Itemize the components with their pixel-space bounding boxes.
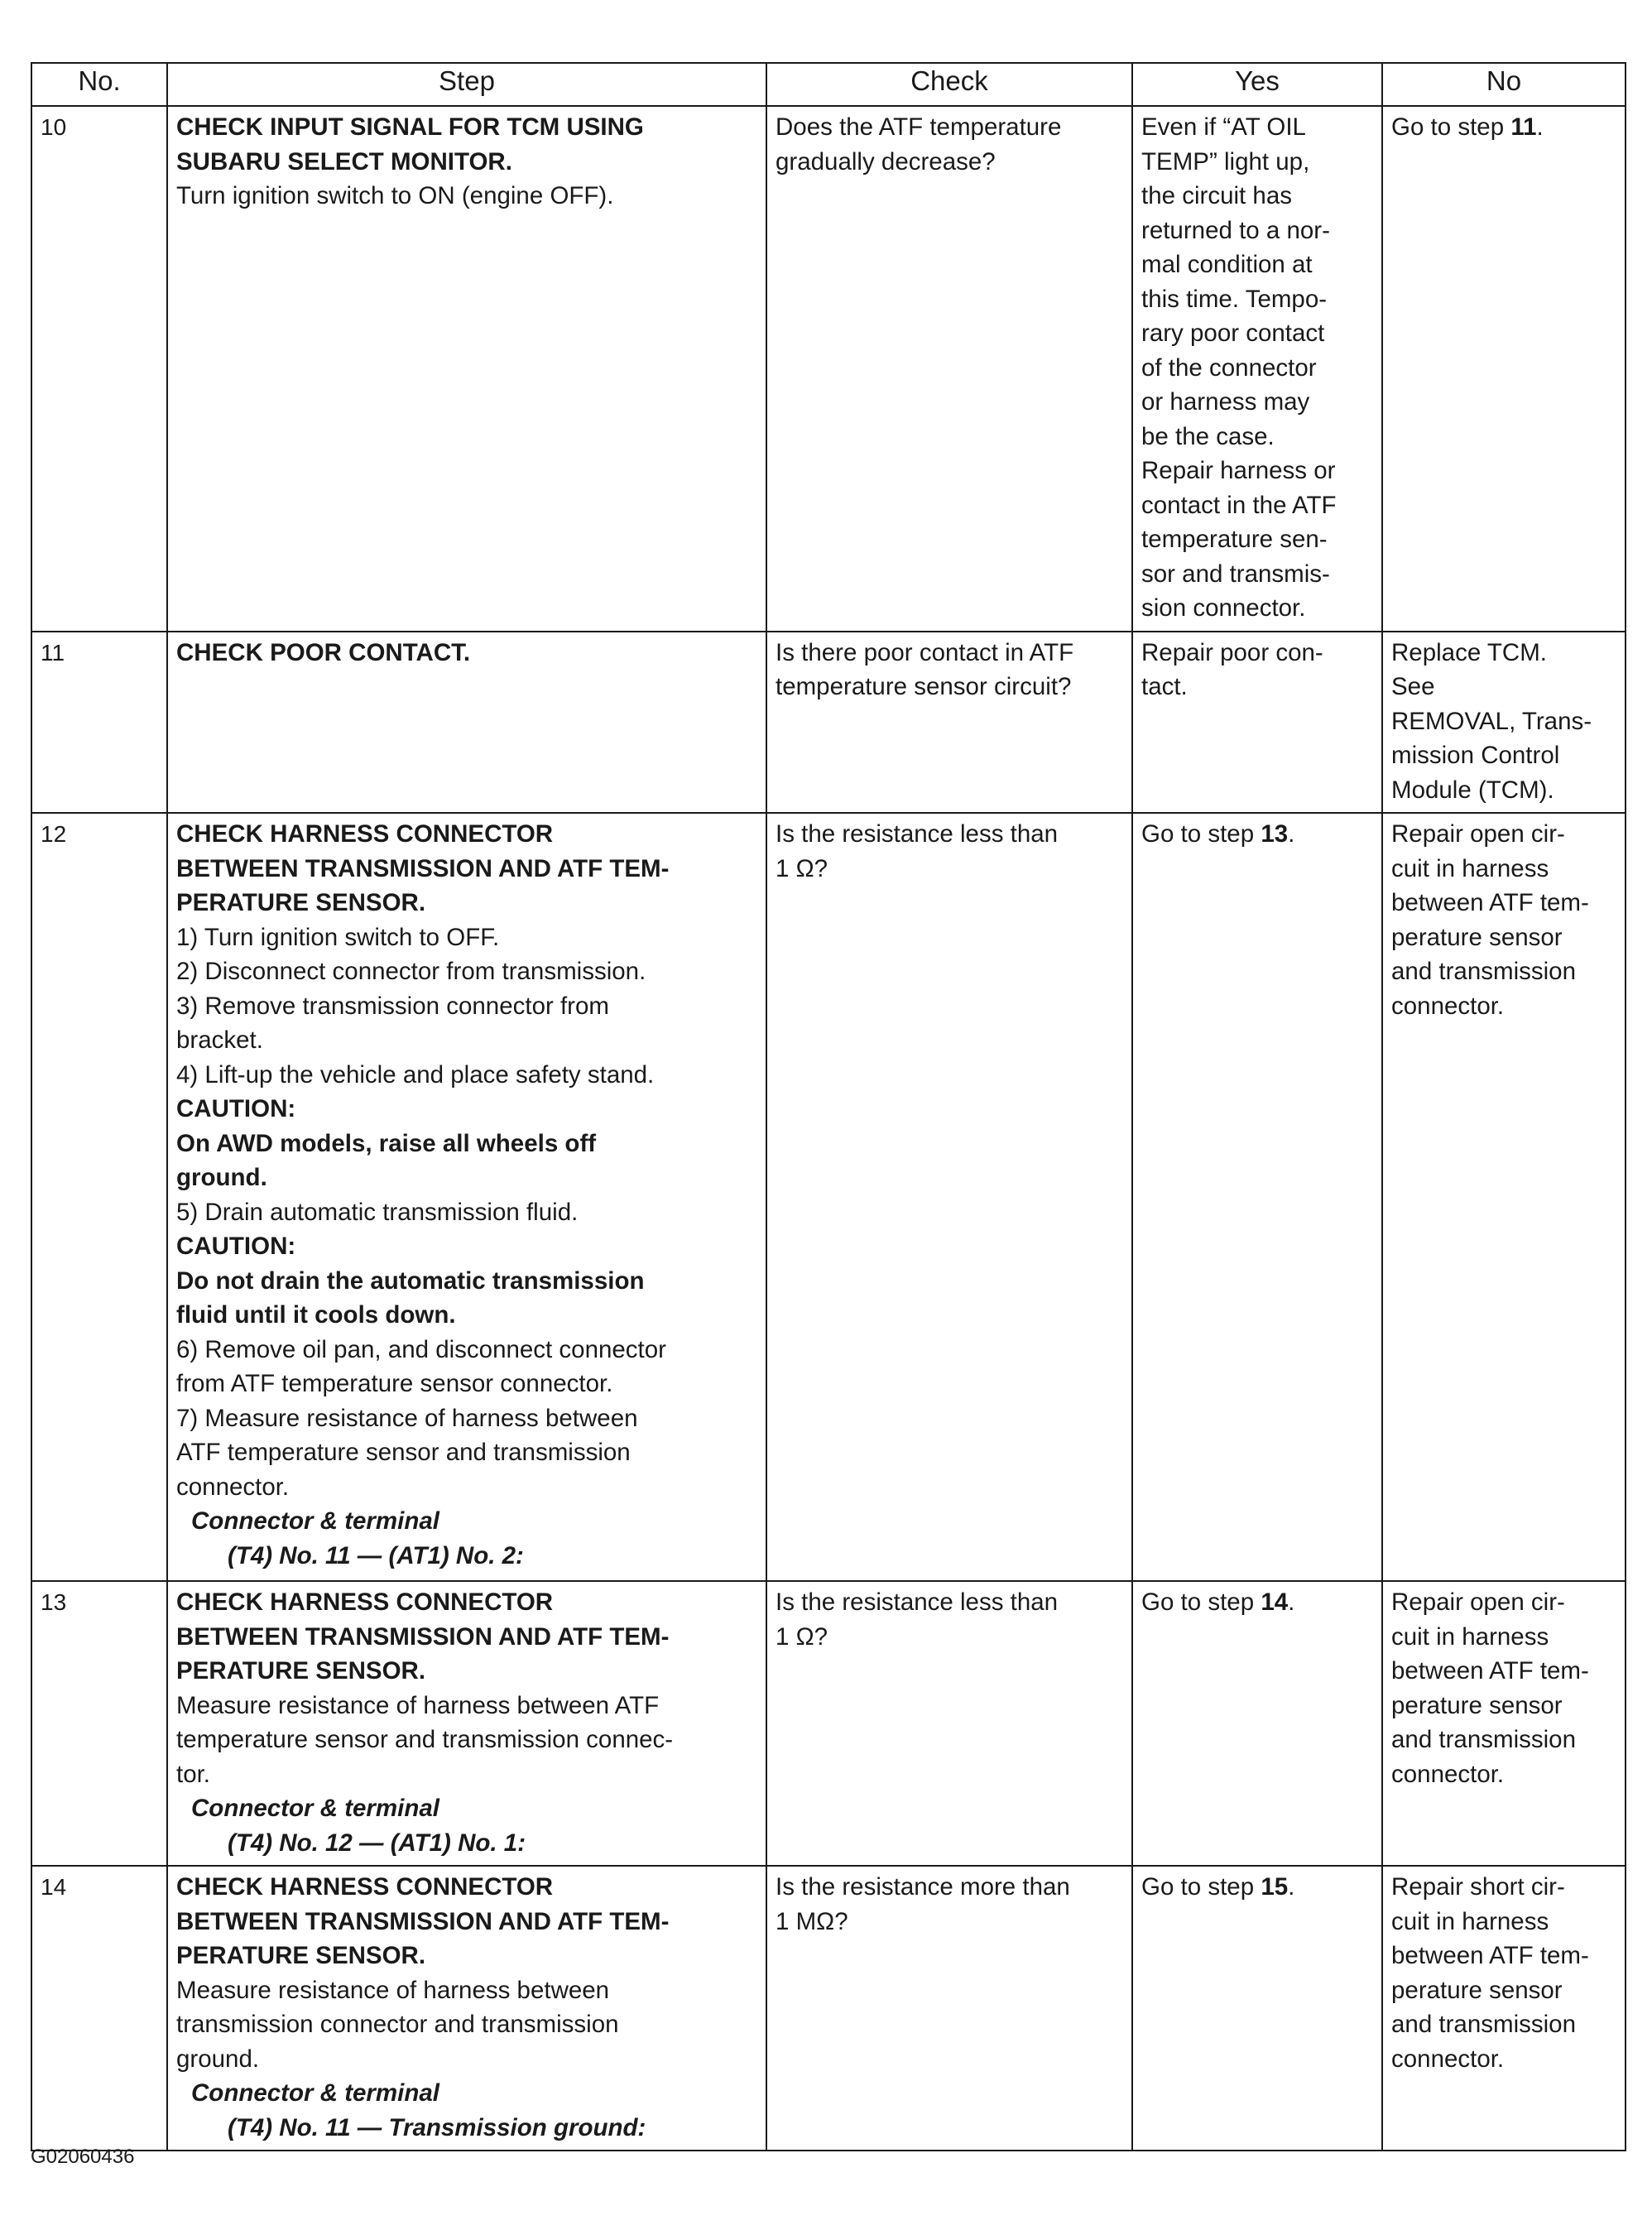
step-text: bracket.: [176, 1026, 263, 1054]
no-text: Module (TCM).: [1391, 776, 1554, 804]
step-text: transmission connector and transmission: [176, 2011, 619, 2038]
step-reference: 11: [1510, 113, 1537, 141]
no-text: perature sensor: [1391, 1691, 1563, 1719]
no-cell: [1382, 1581, 1626, 1866]
no-text: connector.: [1391, 992, 1505, 1020]
step-number: 10: [31, 106, 167, 632]
no-text: perature sensor: [1391, 923, 1563, 951]
step-text: 2) Disconnect connector from transmission.: [176, 958, 646, 985]
table-row: [31, 106, 1626, 632]
check-text: 1 MΩ?: [776, 1907, 848, 1935]
no-cell: [1382, 632, 1626, 814]
yes-text: sor and transmis-: [1141, 560, 1330, 588]
caution-text: ground.: [176, 1164, 267, 1191]
step-heading: BETWEEN TRANSMISSION AND ATF TEM-: [176, 854, 670, 882]
step-text: 7) Measure resistance of harness between: [176, 1404, 638, 1432]
no-text: between ATF tem-: [1391, 889, 1589, 916]
step-heading: SUBARU SELECT MONITOR.: [176, 147, 512, 175]
check-text: 1 Ω?: [776, 1622, 828, 1651]
step-reference: 15: [1261, 1873, 1289, 1901]
yes-text: .: [1288, 820, 1295, 848]
yes-text: Even if “AT OIL: [1141, 113, 1306, 141]
step-text: ATF temperature sensor and transmission: [176, 1439, 631, 1466]
yes-text: of the connector: [1141, 353, 1317, 382]
yes-text: sion connector.: [1141, 594, 1306, 622]
yes-text: Repair harness or: [1141, 457, 1336, 484]
yes-cell: [1132, 1581, 1382, 1866]
connector-terminal-value: (T4) No. 11 — Transmission ground:: [228, 2113, 646, 2141]
yes-text: Go to step: [1141, 1588, 1261, 1616]
step-cell: [167, 813, 766, 1581]
no-text: See: [1391, 673, 1435, 700]
procedure-table: [31, 62, 1626, 2151]
col-header-no: No.: [31, 63, 167, 106]
yes-text: temperature sen-: [1141, 526, 1328, 553]
no-text: cuit in harness: [1391, 1622, 1549, 1651]
step-text: temperature sensor and transmission connec-: [176, 1726, 674, 1753]
step-text: tor.: [176, 1760, 210, 1788]
check-text: Is there poor contact in ATF: [776, 638, 1074, 666]
yes-text: returned to a nor-: [1141, 216, 1330, 244]
no-cell: [1382, 813, 1626, 1581]
step-heading: CHECK HARNESS CONNECTOR: [176, 1873, 554, 1901]
check-text: Is the resistance more than: [776, 1873, 1070, 1901]
no-text: connector.: [1391, 2045, 1505, 2073]
step-number: 12: [31, 813, 167, 1581]
no-text: between ATF tem-: [1391, 1942, 1589, 1969]
connector-label: Connector & terminal: [191, 1795, 439, 1822]
step-text: 4) Lift-up the vehicle and place safety stand.: [176, 1060, 655, 1089]
check-text: temperature sensor circuit?: [776, 673, 1072, 700]
table-row: [31, 1866, 1626, 2151]
check-text: 1 Ω?: [776, 854, 828, 882]
table-row: [31, 813, 1626, 1581]
step-text: Measure resistance of harness between: [176, 1976, 610, 2004]
step-heading: CHECK INPUT SIGNAL FOR TCM USING: [176, 113, 644, 141]
check-text: Is the resistance less than: [776, 1588, 1059, 1616]
yes-cell: [1132, 1866, 1382, 2151]
no-text: Repair open cir-: [1391, 820, 1565, 848]
step-heading: CHECK HARNESS CONNECTOR: [176, 820, 554, 848]
yes-text: tact.: [1141, 673, 1188, 700]
step-cell: [167, 1581, 766, 1866]
step-number: 14: [31, 1866, 167, 2151]
step-heading: BETWEEN TRANSMISSION AND ATF TEM-: [176, 1622, 670, 1651]
no-text: and transmission: [1391, 1726, 1576, 1753]
table-row: [31, 1581, 1626, 1866]
step-number: 11: [31, 632, 167, 814]
step-heading: CHECK POOR CONTACT.: [176, 638, 471, 666]
check-text: gradually decrease?: [776, 147, 996, 175]
step-heading: PERATURE SENSOR.: [176, 1942, 426, 1969]
step-cell: [167, 106, 766, 632]
yes-text: rary poor contact: [1141, 320, 1325, 347]
step-text: 1) Turn ignition switch to OFF.: [176, 923, 500, 951]
no-text: Repair open cir-: [1391, 1588, 1565, 1616]
step-heading: CHECK HARNESS CONNECTOR: [176, 1588, 554, 1616]
no-text: Go to step: [1391, 113, 1511, 141]
header-row: [31, 63, 1626, 106]
yes-text: this time. Tempo-: [1141, 285, 1328, 313]
yes-text: or harness may: [1141, 388, 1310, 416]
step-cell: [167, 1866, 766, 2151]
col-header-no-result: No: [1382, 63, 1626, 106]
no-text: and transmission: [1391, 2011, 1576, 2038]
no-text: .: [1536, 113, 1544, 141]
step-text: 6) Remove oil pan, and disconnect connector: [176, 1335, 666, 1363]
yes-text: contact in the ATF: [1141, 491, 1337, 519]
col-header-check: Check: [766, 63, 1132, 106]
step-reference: 14: [1261, 1588, 1289, 1616]
yes-text: be the case.: [1141, 422, 1275, 450]
connector-label: Connector & terminal: [191, 1507, 439, 1535]
no-text: REMOVAL, Trans-: [1391, 707, 1592, 735]
caution-text: fluid until it cools down.: [176, 1301, 456, 1329]
yes-text: Go to step: [1141, 820, 1261, 848]
col-header-yes: Yes: [1132, 63, 1382, 106]
no-text: cuit in harness: [1391, 854, 1549, 882]
yes-cell: [1132, 632, 1382, 814]
yes-text: .: [1288, 1588, 1295, 1616]
step-reference: 13: [1261, 820, 1289, 848]
no-cell: [1382, 1866, 1626, 2151]
step-heading: PERATURE SENSOR.: [176, 889, 426, 916]
no-text: Replace TCM.: [1391, 638, 1547, 666]
step-cell: [167, 632, 766, 814]
caution-label: CAUTION:: [176, 1233, 296, 1260]
step-text: 5) Drain automatic transmission fluid.: [176, 1198, 579, 1226]
connector-label: Connector & terminal: [191, 2079, 439, 2107]
yes-text: mal condition at: [1141, 251, 1313, 278]
step-text: Measure resistance of harness between ATF: [176, 1691, 660, 1719]
check-text: Does the ATF temperature: [776, 113, 1062, 141]
no-text: Repair short cir-: [1391, 1873, 1565, 1901]
step-number: 13: [31, 1581, 167, 1866]
step-text: connector.: [176, 1473, 290, 1501]
connector-terminal-value: (T4) No. 11 — (AT1) No. 2:: [228, 1541, 524, 1569]
no-text: cuit in harness: [1391, 1907, 1549, 1935]
no-text: connector.: [1391, 1760, 1505, 1788]
check-cell: [766, 632, 1132, 814]
connector-terminal-value: (T4) No. 12 — (AT1) No. 1:: [228, 1829, 526, 1857]
diagnostic-procedure-table: [31, 62, 1625, 2151]
caution-label: CAUTION:: [176, 1095, 296, 1122]
yes-text: Repair poor con-: [1141, 638, 1323, 666]
step-heading: PERATURE SENSOR.: [176, 1657, 426, 1685]
check-cell: [766, 1866, 1132, 2151]
caution-text: Do not drain the automatic transmission: [176, 1266, 645, 1295]
col-header-step: Step: [167, 63, 766, 106]
no-text: perature sensor: [1391, 1976, 1563, 2004]
check-text: Is the resistance less than: [776, 820, 1059, 848]
step-text: from ATF temperature sensor connector.: [176, 1370, 613, 1397]
step-text: Turn ignition switch to ON (engine OFF).: [176, 182, 614, 209]
yes-cell: [1132, 813, 1382, 1581]
caution-text: On AWD models, raise all wheels off: [176, 1129, 597, 1157]
yes-text: .: [1288, 1873, 1295, 1901]
no-text: and transmission: [1391, 958, 1576, 985]
no-text: mission Control: [1391, 742, 1560, 769]
step-heading: BETWEEN TRANSMISSION AND ATF TEM-: [176, 1907, 670, 1935]
step-text: 3) Remove transmission connector from: [176, 992, 609, 1020]
yes-cell: [1132, 106, 1382, 632]
step-text: ground.: [176, 2045, 260, 2073]
no-cell: [1382, 106, 1626, 632]
check-cell: [766, 106, 1132, 632]
yes-text: Go to step: [1141, 1873, 1261, 1901]
table-row: [31, 632, 1626, 814]
check-cell: [766, 813, 1132, 1581]
yes-text: the circuit has: [1141, 182, 1292, 209]
yes-text: TEMP” light up,: [1141, 147, 1310, 175]
check-cell: [766, 1581, 1132, 1866]
figure-code: G02060436: [31, 2146, 135, 2168]
no-text: between ATF tem-: [1391, 1657, 1589, 1685]
